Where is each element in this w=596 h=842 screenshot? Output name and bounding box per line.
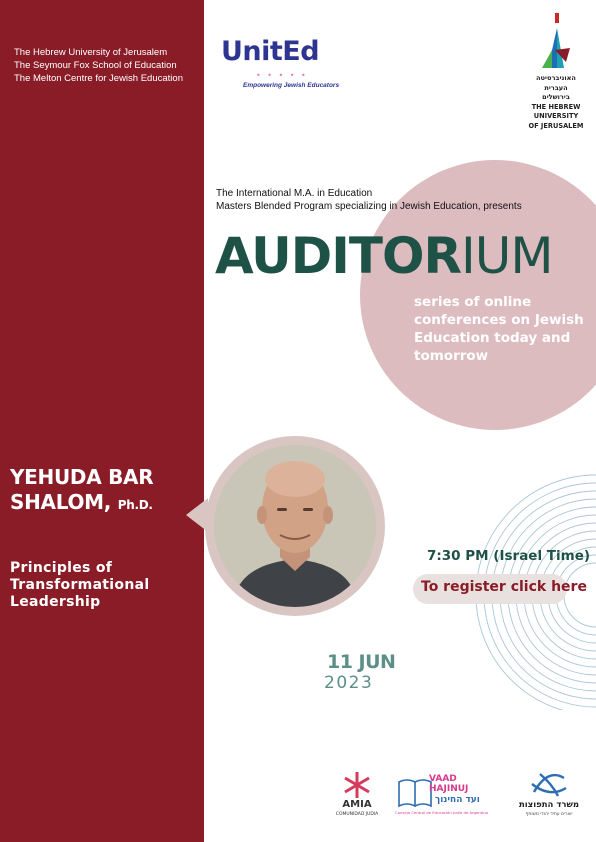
speaker-name [10,465,153,518]
amia-logo [331,770,383,820]
huji-hebrew-line-3: בירושלים [542,93,570,101]
event-title [215,228,552,284]
event-title-light: IUM [460,227,553,285]
hebrew-university-wordmark [526,74,586,131]
talk-title-line-1: Principles of [10,560,113,576]
huji-hebrew-line-2: העברית [544,83,568,92]
unitEd-dots-icon: • • • • • [256,71,308,80]
speaker-name-line-1: YEHUDA BAR [10,465,154,489]
vaad-title [429,774,468,794]
program-intro-line-2: Masters Blended Program specializing in Jewish Education, presents [216,201,522,212]
hebrew-university-emblem-icon [522,10,588,74]
unitEd-logo-title: UnitEd [221,36,320,67]
diaspora-ministry-sub: יוצרים עתיד יהודי משותף [525,812,573,817]
institution-block [14,46,183,85]
diaspora-ministry-name: משרד התפוצות [518,800,580,810]
event-date-year: 2023 [324,673,374,693]
speaker-name-line-2: SHALOM, [10,490,112,514]
event-date-day: 11 JUN [327,651,396,673]
institution-line-3: The Melton Centre for Jewish Education [14,73,183,84]
vaad-line-2: HAJINUJ [429,784,469,794]
speaker-photo [214,445,376,607]
program-intro [216,187,522,213]
series-description: series of online conferences on Jewish Education today and tomorrow [414,294,584,364]
talk-title-line-2: Transformational [10,577,150,593]
vaad-sub: Consejo Central de Educación Judía de Argentina [395,810,488,815]
register-button-label: To register click here [421,579,587,595]
amia-name: AMIA [342,799,372,810]
event-title-bold: AUDITOR [215,227,461,285]
institution-line-1: The Hebrew University of Jerusalem [14,47,168,58]
huji-english-line-1: THE HEBREW [531,102,581,111]
talk-title-line-3: Leadership [10,594,101,610]
vaad-hebrew: ועד החינוך [435,795,480,805]
amia-star-icon [331,770,383,800]
vaad-hajinuj-logo [395,772,495,822]
talk-title [10,560,149,611]
diaspora-ministry-logo [512,770,586,820]
speaker-degree: Ph.D. [117,498,153,512]
event-time: 7:30 PM (Israel Time) [427,548,591,564]
huji-english-line-3: OF JERUSALEM [528,121,584,130]
program-intro-line-1: The International M.A. in Education [216,188,373,199]
amia-sub: COMUNIDAD JUDIA [335,812,379,817]
diaspora-ministry-star-icon [528,770,570,798]
vaad-line-1: VAAD [429,774,457,784]
speaker-portrait-image [214,445,376,607]
unitEd-logo-tagline: Empowering Jewish Educators [243,82,340,89]
huji-hebrew-line-1: האוניברסיטה [536,74,576,82]
institution-line-2: The Seymour Fox School of Education [14,60,177,71]
register-button[interactable] [413,574,587,604]
huji-english-line-2: UNIVERSITY [533,112,579,120]
sidebar-panel [0,0,204,842]
